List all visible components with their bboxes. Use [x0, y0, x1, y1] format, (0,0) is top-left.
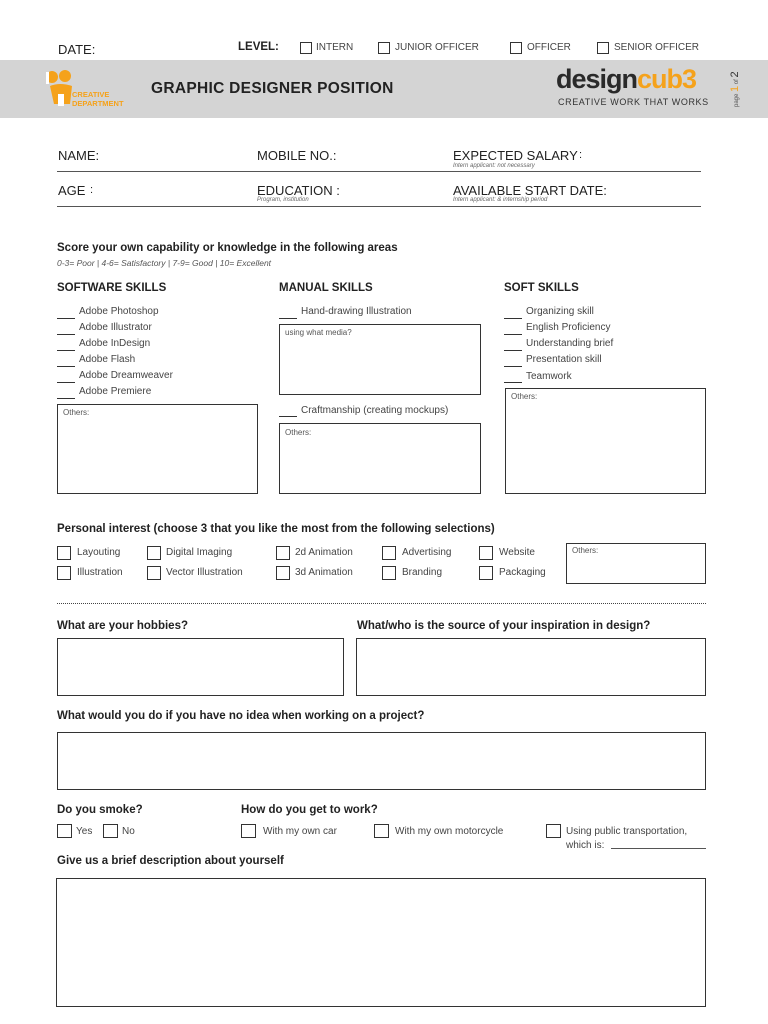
- interest-option-layouting: Layouting: [77, 547, 121, 558]
- software-score-blank[interactable]: [57, 350, 75, 351]
- interest-option-advertising: Advertising: [402, 547, 452, 558]
- smoke-option-no: No: [122, 826, 135, 837]
- interest-checkbox-vector-illustration[interactable]: [147, 566, 161, 580]
- hobbies-question: What are your hobbies?: [57, 620, 188, 632]
- interest-option-digital-imaging: Digital Imaging: [166, 547, 233, 558]
- software-score-blank[interactable]: [57, 382, 75, 383]
- manual-others-label: Others:: [285, 428, 312, 437]
- soft-item: Understanding brief: [526, 338, 614, 349]
- software-item: Adobe Premiere: [79, 386, 152, 397]
- page-title: GRAPHIC DESIGNER POSITION: [151, 80, 394, 97]
- hobbies-answer-box[interactable]: [57, 638, 344, 696]
- soft-item: English Proficiency: [526, 322, 611, 333]
- brand-logo-part2: cub3: [637, 64, 697, 94]
- age-row-line[interactable]: [57, 206, 701, 207]
- software-score-blank[interactable]: [57, 334, 75, 335]
- soft-score-blank[interactable]: [504, 382, 522, 383]
- soft-others-box[interactable]: [505, 388, 706, 494]
- interest-checkbox-layouting[interactable]: [57, 546, 71, 560]
- smoke-option-yes: Yes: [76, 826, 93, 837]
- soft-score-blank[interactable]: [504, 334, 522, 335]
- brand-tagline: CREATIVE WORK THAT WORKS: [558, 97, 709, 107]
- describe-question: Give us a brief description about yourself: [57, 855, 284, 867]
- page-word: page: [734, 93, 740, 107]
- interest-checkbox-2d-animation[interactable]: [276, 546, 290, 560]
- smoke-checkbox-yes[interactable]: [57, 824, 72, 838]
- education-hint: Program, institution: [257, 197, 309, 203]
- software-others-label: Others:: [63, 408, 90, 417]
- age-label: AGE: [58, 183, 86, 198]
- name-row-line[interactable]: [57, 171, 701, 172]
- interest-others-box[interactable]: [566, 543, 706, 584]
- level-checkbox-officer[interactable]: [510, 42, 522, 54]
- no-idea-question: What would you do if you have no idea when working on a project?: [57, 710, 425, 722]
- manual-media-box[interactable]: [279, 324, 481, 395]
- software-item: Adobe Illustrator: [79, 322, 152, 333]
- brand-logo: [556, 64, 696, 95]
- salary-hint: Intern applicant: not necessary: [453, 163, 535, 169]
- level-checkbox-junior-officer[interactable]: [378, 42, 390, 54]
- smoke-question: Do you smoke?: [57, 804, 143, 816]
- software-skills-title: SOFTWARE SKILLS: [57, 282, 167, 294]
- software-item: Adobe Flash: [79, 354, 136, 365]
- level-option-junior-officer: JUNIOR OFFICER: [395, 42, 479, 53]
- manual-score-blank[interactable]: [279, 416, 297, 417]
- interest-others-label: Others:: [572, 546, 599, 555]
- level-label: LEVEL:: [238, 41, 279, 53]
- age-colon: :: [90, 184, 94, 196]
- section-divider: [57, 603, 706, 604]
- interest-option-packaging: Packaging: [499, 567, 546, 578]
- software-score-blank[interactable]: [57, 366, 75, 367]
- software-score-blank[interactable]: [57, 398, 75, 399]
- start-date-hint: Intern applicant: & internship period: [453, 197, 548, 203]
- soft-skills-title: SOFT SKILLS: [504, 282, 579, 294]
- brand-logo-part1: design: [556, 64, 638, 94]
- interest-option-website: Website: [499, 547, 535, 558]
- page-indicator: [729, 71, 741, 107]
- salary-colon: :: [579, 149, 583, 161]
- commute-which-label: which is:: [566, 840, 605, 851]
- software-item: Adobe InDesign: [79, 338, 151, 349]
- soft-score-blank[interactable]: [504, 366, 522, 367]
- smoke-checkbox-no[interactable]: [103, 824, 118, 838]
- dept-line2: DEPARTMENT: [72, 99, 124, 108]
- education-label: EDUCATION :: [257, 183, 340, 198]
- soft-item: Presentation skill: [526, 354, 602, 365]
- commute-checkbox-public[interactable]: [546, 824, 561, 838]
- salary-label: EXPECTED SALARY: [453, 148, 578, 163]
- soft-score-blank[interactable]: [504, 350, 522, 351]
- name-label: NAME:: [58, 148, 100, 163]
- manual-others-box[interactable]: [279, 423, 481, 494]
- commute-option-car: With my own car: [263, 826, 337, 837]
- manual-score-blank[interactable]: [279, 318, 297, 319]
- soft-item: Teamwork: [526, 371, 572, 382]
- interest-checkbox-packaging[interactable]: [479, 566, 493, 580]
- interest-checkbox-illustration[interactable]: [57, 566, 71, 580]
- no-idea-answer-box[interactable]: [57, 732, 706, 790]
- date-label: DATE:: [58, 42, 96, 57]
- dept-line1: CREATIVE: [72, 90, 110, 99]
- commute-which-line[interactable]: [611, 848, 706, 849]
- interest-option-2d-animation: 2d Animation: [295, 547, 353, 558]
- commute-option-public: Using public transportation,: [566, 826, 688, 837]
- inspiration-answer-box[interactable]: [356, 638, 706, 696]
- interest-heading: Personal interest (choose 3 that you like the most from the following selections): [57, 523, 495, 535]
- software-item: Adobe Photoshop: [79, 306, 159, 317]
- soft-score-blank[interactable]: [504, 318, 522, 319]
- commute-checkbox-car[interactable]: [241, 824, 256, 838]
- interest-option-3d-animation: 3d Animation: [295, 567, 353, 578]
- level-option-intern: INTERN: [316, 42, 354, 53]
- start-date-label: AVAILABLE START DATE:: [453, 183, 607, 198]
- level-option-officer: OFFICER: [527, 42, 571, 53]
- interest-checkbox-website[interactable]: [479, 546, 493, 560]
- page-of: of: [734, 79, 740, 85]
- software-score-blank[interactable]: [57, 318, 75, 319]
- level-option-senior-officer: SENIOR OFFICER: [614, 42, 700, 53]
- commute-option-motorcycle: With my own motorcycle: [395, 826, 504, 837]
- inspiration-question: What/who is the source of your inspiration in design?: [357, 620, 651, 632]
- commute-checkbox-motorcycle[interactable]: [374, 824, 389, 838]
- score-legend: 0-3= Poor | 4-6= Satisfactory | 7-9= Good | 10= Excellent: [57, 258, 272, 268]
- score-heading: Score your own capability or knowledge in the following areas: [57, 242, 398, 254]
- page-total: 2: [729, 71, 741, 78]
- soft-others-label: Others:: [511, 392, 538, 401]
- interest-checkbox-advertising[interactable]: [382, 546, 396, 560]
- interest-option-vector-illustration: Vector Illustration: [166, 567, 243, 578]
- interest-checkbox-3d-animation[interactable]: [276, 566, 290, 580]
- software-others-box[interactable]: [57, 404, 258, 494]
- describe-answer-box[interactable]: [56, 878, 706, 1007]
- interest-checkbox-branding[interactable]: [382, 566, 396, 580]
- soft-item: Organizing skill: [526, 306, 594, 317]
- interest-option-illustration: Illustration: [77, 567, 123, 578]
- manual-media-label: using what media?: [285, 328, 352, 337]
- manual-item-hand-drawing: Hand-drawing Illustration: [301, 306, 412, 317]
- interest-option-branding: Branding: [402, 567, 443, 578]
- software-item: Adobe Dreamweaver: [79, 370, 173, 381]
- level-checkbox-senior-officer[interactable]: [597, 42, 609, 54]
- commute-question: How do you get to work?: [241, 804, 378, 816]
- page-number: 1: [729, 85, 741, 92]
- manual-skills-title: MANUAL SKILLS: [279, 282, 373, 294]
- level-checkbox-intern[interactable]: [300, 42, 312, 54]
- mobile-label: MOBILE NO.:: [257, 148, 337, 163]
- interest-checkbox-digital-imaging[interactable]: [147, 546, 161, 560]
- manual-item-craftmanship: Craftmanship (creating mockups): [301, 405, 449, 416]
